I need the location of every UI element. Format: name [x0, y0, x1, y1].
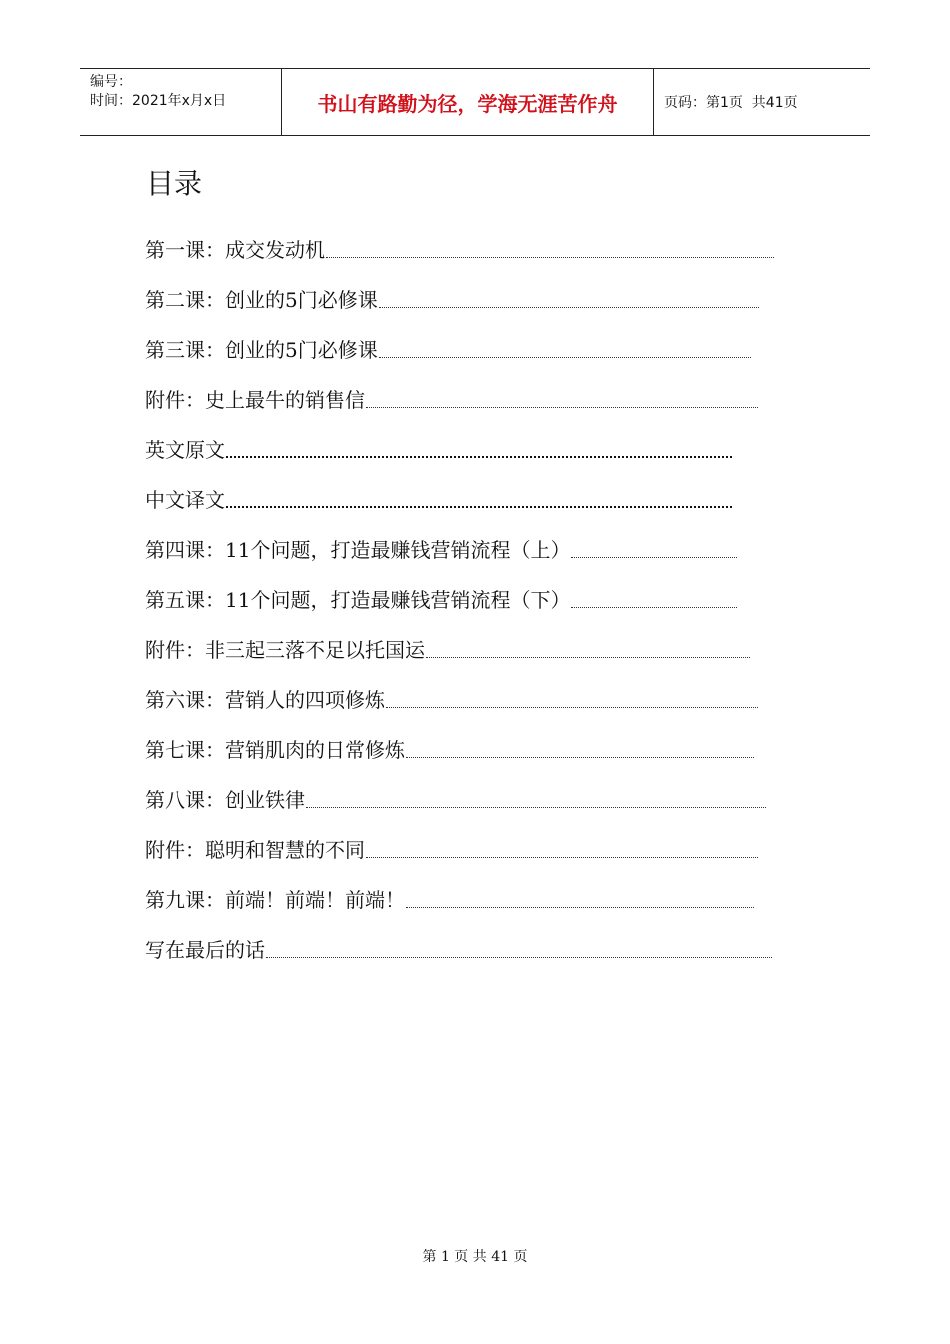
code-label: 编号： [90, 74, 132, 90]
toc-leader-dots [306, 807, 766, 808]
header-page-info [654, 69, 870, 135]
toc-entry-label: 写在最后的话 [145, 938, 265, 962]
toc-entry[interactable] [145, 515, 805, 565]
toc-entry-label: 附件：聪明和智慧的不同 [145, 838, 365, 862]
toc-entry[interactable] [145, 365, 805, 415]
toc-entry[interactable] [145, 215, 805, 265]
page-footer: 第 1 页 共 41 页 [422, 1249, 528, 1265]
toc-leader-dots [379, 307, 759, 308]
toc-entry-label: 附件：非三起三落不足以托国运 [145, 638, 425, 662]
toc-entry-label: 第四课：11个问题，打造最赚钱营销流程（上） [145, 538, 571, 562]
toc-leader-dots [266, 957, 772, 958]
toc-entry-label: 附件：史上最牛的销售信 [145, 388, 365, 412]
toc-entry-label: 第九课：前端！前端！前端！ [145, 888, 405, 912]
toc-entry-label: 第六课：营销人的四项修炼 [145, 688, 385, 712]
toc-entry[interactable] [145, 265, 805, 315]
toc-entry[interactable] [145, 715, 805, 765]
toc-leader-dots [571, 607, 737, 608]
toc-entry[interactable] [145, 415, 805, 465]
time-label: 时间：2021年x月x日 [90, 93, 227, 109]
toc-entry[interactable] [145, 815, 805, 865]
toc-entry[interactable] [145, 615, 805, 665]
toc-entry-label: 第二课：创业的5门必修课 [145, 288, 378, 312]
toc-entry-label: 第七课：营销肌肉的日常修炼 [145, 738, 405, 762]
toc-entry[interactable] [145, 915, 805, 965]
toc-entry-label: 第五课：11个问题，打造最赚钱营销流程（下） [145, 588, 571, 612]
toc-entry-label: 第八课：创业铁律 [145, 788, 305, 812]
toc-leader-dots [226, 506, 732, 508]
toc-entry[interactable] [145, 765, 805, 815]
toc-entry[interactable] [145, 315, 805, 365]
toc-title: 目录 [146, 167, 203, 200]
toc-entry[interactable] [145, 865, 805, 915]
toc-leader-dots [386, 707, 758, 708]
toc-entry-label: 中文译文 [145, 488, 225, 512]
toc-leader-dots [326, 257, 774, 258]
header-meta [80, 69, 282, 135]
motto-text: 书山有路勤为径，学海无涯苦作舟 [317, 91, 618, 116]
toc-entry-label: 第三课：创业的5门必修课 [145, 338, 378, 362]
page-header [80, 68, 870, 136]
header-motto [282, 69, 654, 135]
toc-leader-dots [406, 757, 754, 758]
toc-leader-dots [426, 657, 750, 658]
toc-entry-label: 英文原文 [145, 438, 225, 462]
toc-entry-label: 第一课：成交发动机 [145, 238, 325, 262]
toc-entry[interactable] [145, 465, 805, 515]
toc-leader-dots [406, 907, 754, 908]
toc-leader-dots [571, 557, 737, 558]
page-info-text: 页码：第1页 共41页 [664, 95, 798, 111]
toc-leader-dots [366, 857, 758, 858]
toc-entry[interactable] [145, 565, 805, 615]
toc-leader-dots [366, 407, 758, 408]
toc-leader-dots [226, 456, 732, 458]
toc-entry[interactable] [145, 665, 805, 715]
toc-leader-dots [379, 357, 751, 358]
table-of-contents [145, 215, 805, 965]
